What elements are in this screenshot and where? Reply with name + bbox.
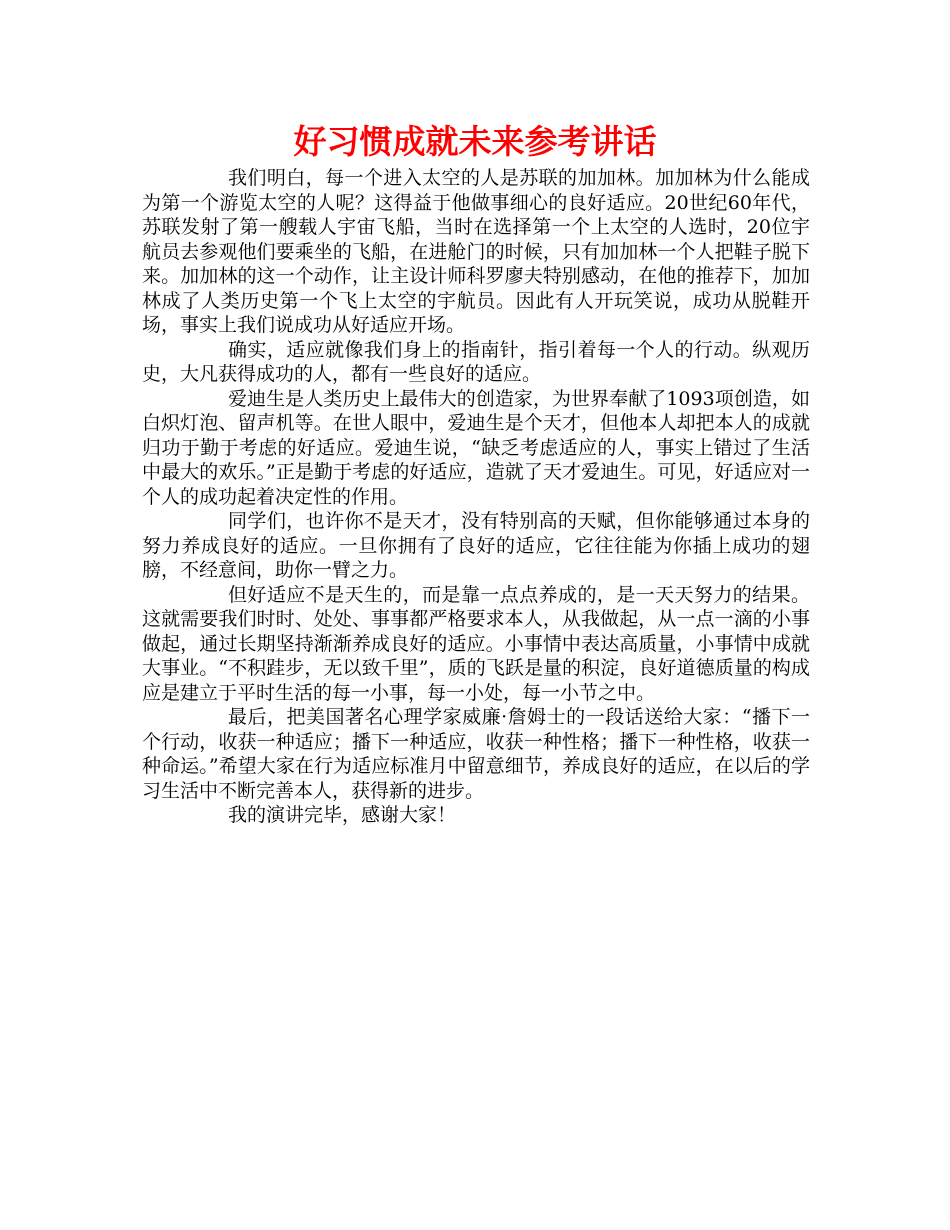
paragraph-2: 确实，适应就像我们身上的指南针，指引着每一个人的行动。纵观历史，大凡获得成功的人，都有一些良好的适应。 [142, 338, 810, 385]
document-body [142, 166, 810, 828]
document-title: 好习惯成就未来参考讲话 [293, 122, 657, 161]
paragraph-5: 但好适应不是天生的，而是靠一点点养成的，是一天天努力的结果。这就需要我们时时、处处、事事都严格要求本人，从我做起，从一点一滴的小事做起，通过长期坚持渐渐养成良好的适应。小事情中表达高质量，小事情中成就大事业。“不积跬步，无以致千里”，质的飞跃是量的积淀，良好道德质量的构成应是建立于平时生活的每一小事，每一小处，每一小节之中。 [142, 583, 810, 704]
paragraph-6: 最后，把美国著名心理学家威廉·詹姆士的一段话送给大家：“播下一个行动，收获一种适应；播下一种适应，收获一种性格；播下一种性格，收获一种命运。”希望大家在行为适应标准月中留意细节，养成良好的适应，在以后的学习生活中不断完善本人，获得新的进步。 [142, 706, 810, 802]
paragraph-4: 同学们，也许你不是天才，没有特别高的天赋，但你能够通过本身的努力养成良好的适应。一旦你拥有了良好的适应，它往往能为你插上成功的翅膀，不经意间，助你一臂之力。 [142, 510, 810, 581]
paragraph-1: 我们明白，每一个进入太空的人是苏联的加加林。加加林为什么能成为第一个游览太空的人呢？这得益于他做事细心的良好适应。20世纪60年代，苏联发射了第一艘载人宇宙飞船，当时在选择第一个上太空的人选时，20位宇航员去参观他们要乘坐的飞船，在进舱门的时候，只有加加林一个人把鞋子脱下来。加加林的这一个动作，让主设计师科罗廖夫特别感动，在他的推荐下，加加林成了人类历史第一个飞上太空的宇航员。因此有人开玩笑说，成功从脱鞋开场，事实上我们说成功从好适应开场。 [142, 167, 810, 336]
paragraph-7: 我的演讲完毕，感谢大家！ [228, 804, 457, 826]
paragraph-3: 爱迪生是人类历史上最伟大的创造家，为世界奉献了1093项创造，如白炽灯泡、留声机等。在世人眼中，爱迪生是个天才，但他本人却把本人的成就归功于勤于考虑的好适应。爱迪生说，“缺乏考虑适应的人，事实上错过了生活中最大的欢乐。”正是勤于考虑的好适应，造就了天才爱迪生。可见，好适应对一个人的成功起着决定性的作用。 [142, 387, 810, 508]
